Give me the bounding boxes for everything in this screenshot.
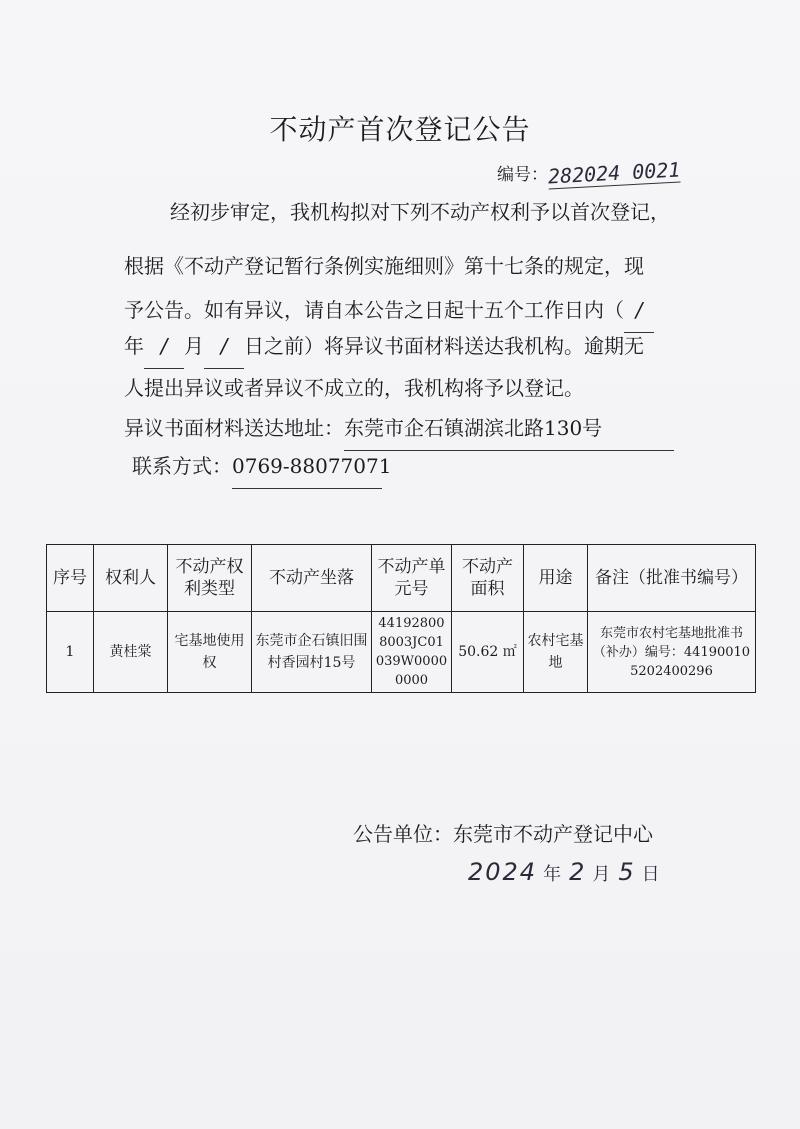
date-day-unit: 日 (641, 864, 662, 885)
header-owner: 权利人 (94, 545, 168, 612)
header-right-type: 不动产权利类型 (168, 545, 252, 612)
cell-owner: 黄桂棠 (94, 612, 168, 693)
serial-value-handwritten: 282024 0021 (547, 157, 681, 189)
paragraph-line-4 (124, 324, 704, 369)
registration-table (46, 544, 755, 693)
cell-right-type: 宅基地使用权 (168, 612, 252, 693)
date-day: 5 (618, 858, 636, 886)
date-year: 2024 (468, 858, 538, 886)
blank-month: / (204, 324, 244, 369)
date-year-unit: 年 (543, 864, 564, 885)
contact-value: 0769-88077071 (232, 444, 382, 489)
table-row (47, 612, 756, 693)
table-header-row (47, 545, 756, 612)
cell-location: 东莞市企石镇旧围村香园村15号 (252, 612, 372, 693)
header-note: 备注（批准书编号） (588, 545, 756, 612)
paragraph-line-3-text: 予公告。如有异议，请自本公告之日起十五个工作日内（ (124, 298, 624, 322)
date-month: 2 (569, 858, 587, 886)
contact-line (132, 444, 712, 489)
address-label: 异议书面材料送达地址： (124, 416, 344, 440)
paragraph-line-1: 经初步审定，我机构拟对下列不动产权利予以首次登记， (170, 200, 670, 224)
date-month-unit: 月 (592, 864, 613, 885)
header-location: 不动产坐落 (252, 545, 372, 612)
cell-area: 50.62 ㎡ (452, 612, 524, 693)
cell-note: 东莞市农村宅基地批准书（补办）编号：441900105202400296 (588, 612, 756, 693)
header-unit-no: 不动产单元号 (372, 545, 452, 612)
serial-number (497, 157, 681, 189)
paragraph-line-5: 人提出异议或者异议不成立的，我机构将予以登记。 (124, 376, 584, 400)
blank-year: / (144, 324, 184, 369)
page-title: 不动产首次登记公告 (269, 113, 531, 146)
cell-usage: 农村宅基地 (524, 612, 588, 693)
blank-days: / (624, 288, 654, 333)
header-usage: 用途 (524, 545, 588, 612)
header-no: 序号 (47, 545, 94, 612)
header-area: 不动产面积 (452, 545, 524, 612)
address-value: 东莞市企石镇湖滨北路130号 (344, 406, 674, 451)
cell-no: 1 (47, 612, 94, 693)
paragraph-line-4-text: 日之前）将异议书面材料送达我机构。逾期无 (244, 334, 644, 358)
paragraph-line-2: 根据《不动产登记暂行条例实施细则》第十七条的规定，现 (124, 254, 644, 278)
contact-label: 联系方式： (132, 454, 232, 478)
issuing-unit: 公告单位：东莞市不动产登记中心 (353, 822, 653, 846)
cell-unit-no: 441928008003JC01039W00000000 (372, 612, 452, 693)
month-unit: 月 (184, 334, 204, 358)
serial-label: 编号： (497, 165, 548, 185)
year-unit: 年 (124, 334, 144, 358)
handwritten-date (468, 858, 668, 886)
